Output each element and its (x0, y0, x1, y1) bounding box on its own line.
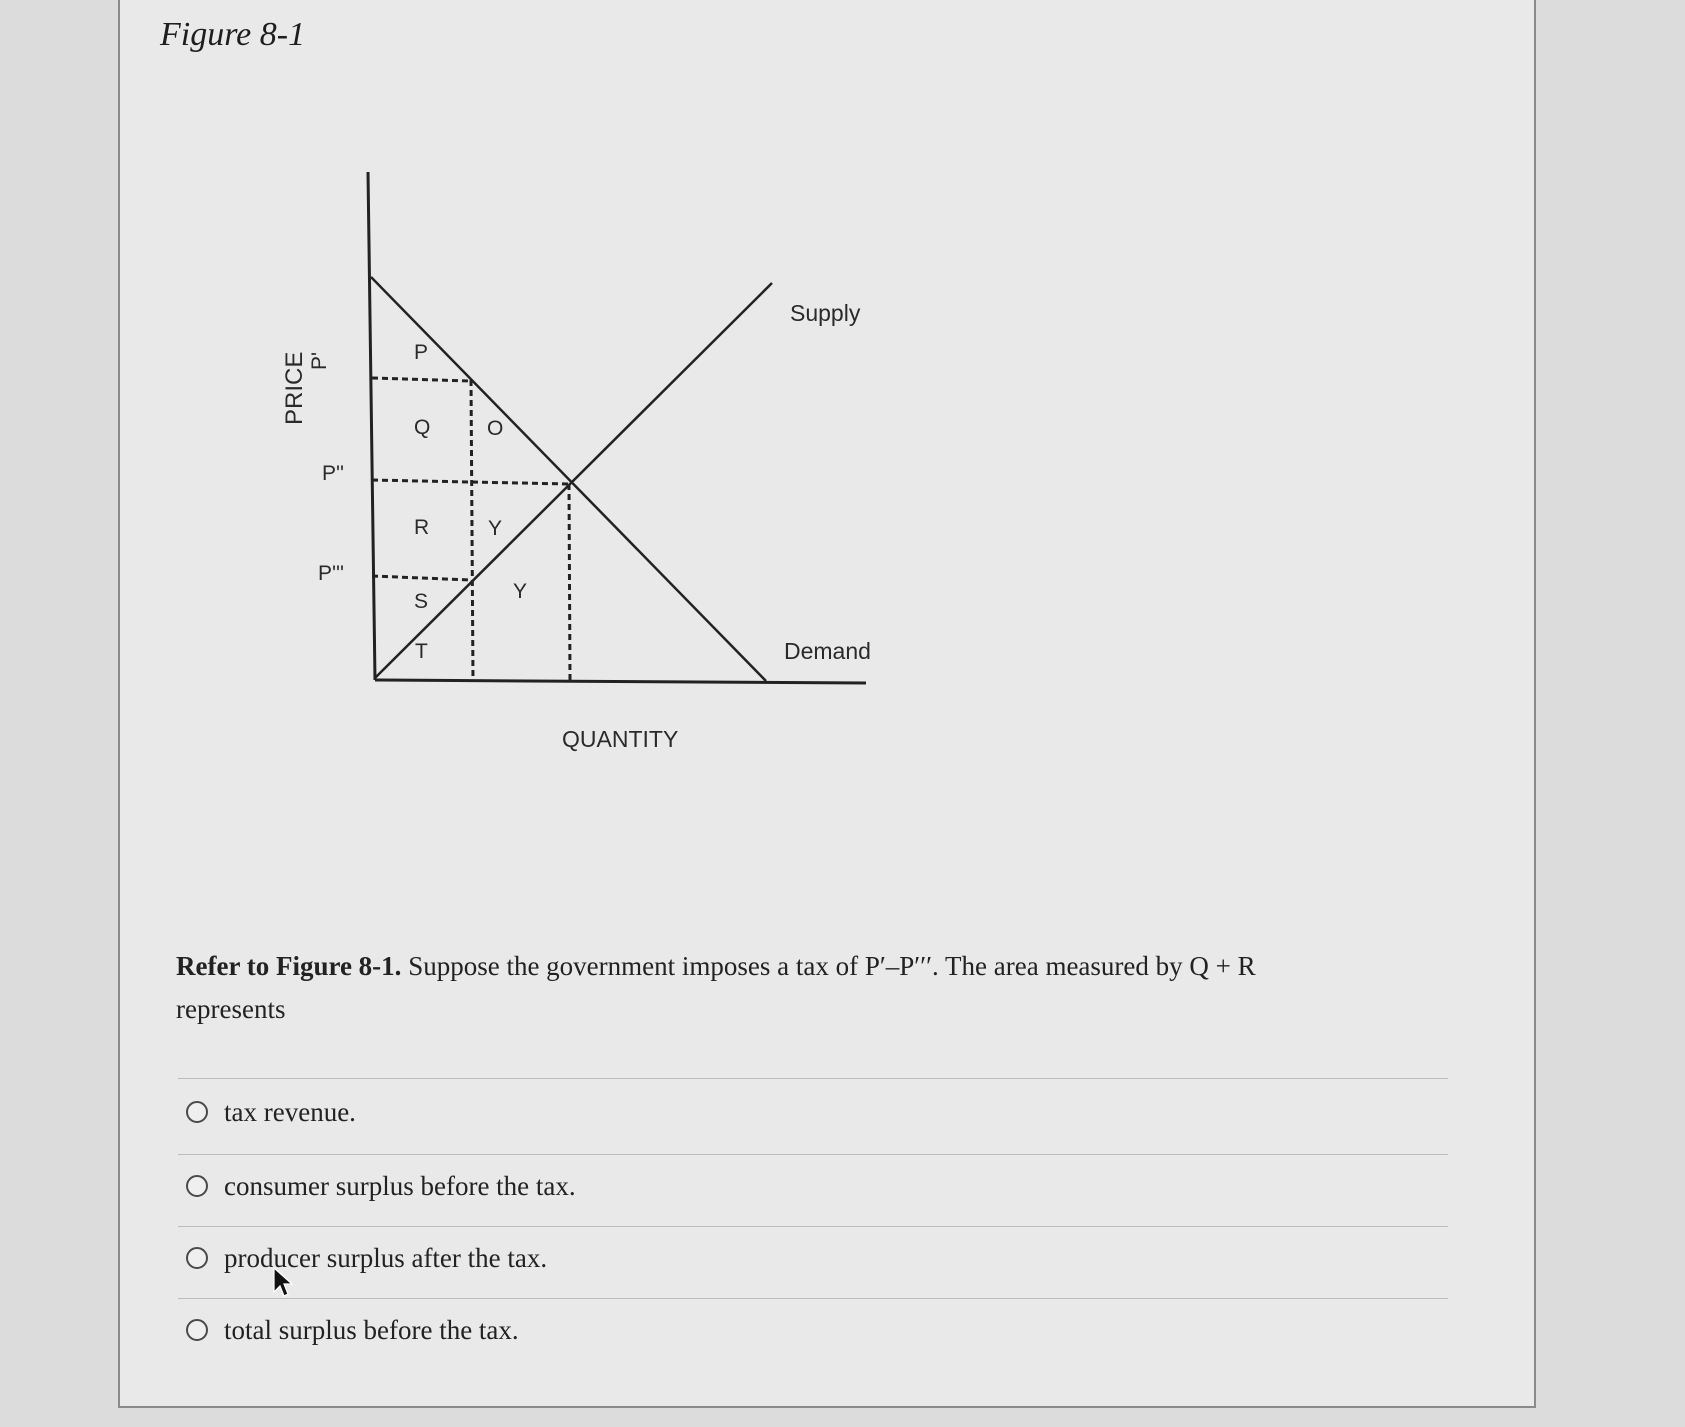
option-total-surplus-before[interactable] (186, 1310, 519, 1350)
price-label-p3: P''' (318, 562, 345, 585)
price-label-p2: P'' (322, 462, 345, 485)
price-line-p1 (372, 378, 470, 381)
demand-curve (371, 277, 766, 681)
question-text (176, 945, 1346, 1031)
region-label-y2: Y (513, 580, 528, 603)
radio-button[interactable] (186, 1175, 208, 1197)
y-axis (368, 172, 375, 680)
region-label-q: Q (414, 416, 431, 439)
divider (178, 1226, 1448, 1227)
question-body: Suppose the government imposes a tax of P′–P′′′. The area measured by Q + R represents (176, 951, 1256, 1024)
option-label: producer surplus after the tax. (224, 1242, 548, 1273)
price-line-p3 (372, 576, 471, 580)
price-line-p2 (372, 480, 568, 484)
radio-button[interactable] (186, 1101, 208, 1123)
option-label: tax revenue. (224, 1096, 356, 1127)
mouse-cursor-icon (272, 1266, 296, 1300)
x-axis (375, 680, 866, 683)
divider (178, 1078, 1448, 1079)
region-label-o: O (487, 417, 504, 440)
option-tax-revenue[interactable] (186, 1092, 356, 1132)
price-label-p1: P' (308, 351, 331, 370)
radio-button[interactable] (186, 1319, 208, 1341)
divider (178, 1154, 1448, 1155)
y-axis-label: PRICE (281, 351, 308, 425)
region-label-t: T (415, 640, 428, 663)
quantity-line-tax (471, 380, 473, 680)
divider (178, 1298, 1448, 1299)
region-label-s: S (414, 590, 429, 613)
quantity-line-eq (569, 484, 570, 680)
region-label-p: P (414, 341, 429, 364)
option-label: consumer surplus before the tax. (224, 1170, 576, 1201)
region-label-r: R (414, 516, 430, 539)
option-consumer-surplus-before[interactable] (186, 1166, 576, 1206)
option-producer-surplus-after[interactable] (186, 1238, 547, 1278)
radio-button[interactable] (186, 1247, 208, 1269)
question-refer: Refer to Figure 8-1. (176, 951, 402, 981)
option-label: total surplus before the tax. (224, 1314, 519, 1345)
region-label-y1: Y (488, 517, 503, 540)
x-axis-label: QUANTITY (562, 726, 679, 752)
demand-label: Demand (784, 638, 871, 664)
supply-label: Supply (790, 300, 861, 326)
figure-title: Figure 8-1 (160, 16, 306, 53)
